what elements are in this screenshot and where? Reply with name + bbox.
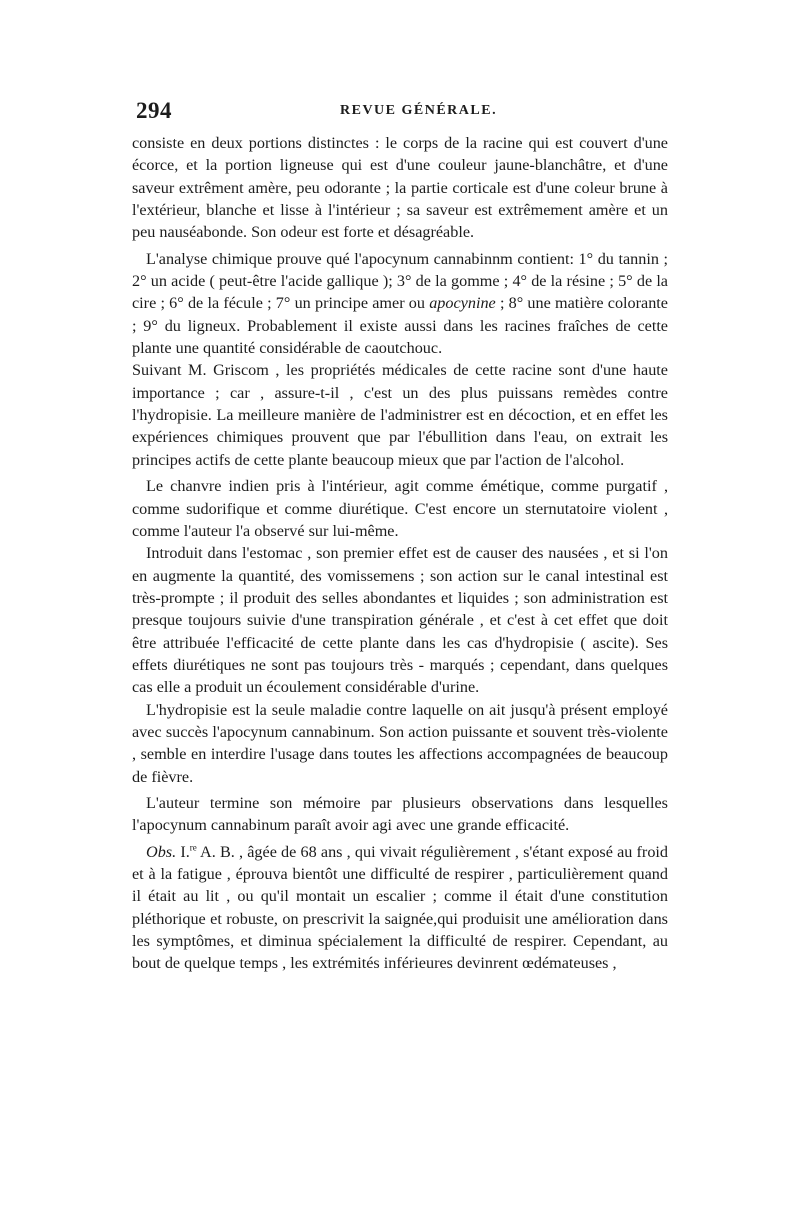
paragraph-root-description: consiste en deux portions distinctes : le corps de la racine qui est couvert d'une écorce, et la portion ligneuse qui est d'une couleur jaune-blanchâtre, et d'une saveur extrêment amère, peu odorante ; la partie corticale est d'une coleur brune à l'extérieur, blanche et lisse à l'intérieur ; sa saveur est extrêmement amère et un peu nauséabonde. Son odeur est forte et désagréable. (132, 134, 668, 242)
apocynine-term: apocynine (429, 294, 496, 313)
running-head (132, 98, 668, 128)
analysis-text-start: L'analyse chimique prouve qué l'apocynum cannabinnm contient: 1° du tannin ; 2° un acide ( peut-être l'acide gallique ); 3° de la gomme ; 4° de la résine ; 5° de la cire ; 6° de la fécule ; 7° un principe amer ou (132, 249, 668, 313)
paragraph-chemical-analysis (132, 248, 668, 360)
running-title: REVUE GÉNÉRALE. (340, 103, 498, 118)
journal-page (132, 98, 668, 975)
observation-text: A. B. , âgée de 68 ans , qui vivait régulièrement , s'étant exposé au froid et à la fatigue , éprouva bientôt une difficulté de respirer , particulièrement quand il était au lit , ou qu'il montait un escalier ; comme il était d'une constitution pléthorique et robuste, on prescrivit la saignée,qui produisit une amélioration dans les symptômes, et diminua spécialement la difficulté de respirer. Cependant, au bout de quelque temps , les extrémités inférieures devinrent œdémateuses , (132, 842, 669, 973)
paragraph-effects: Introduit dans l'estomac , son premier effet est de causer des nausées , et si l'on en augmente la quantité, des vomissemens ; son action sur le canal intestinal est très-prompte ; il produit des selles abondantes et liquides ; son administration est presque toujours suivie d'une transpiration générale , et c'est à cet effet que doit être attribuée l'efficacité de cette plante dans les cas d'hydropisie ( ascite). Ses effets diurétiques ne sont pas toujours très - marqués ; cependant, dans quelques cas elle a produit un écoulement considérable d'urine. (132, 544, 668, 697)
paragraph-indian-hemp: Le chanvre indien pris à l'intérieur, agit comme émétique, comme purgatif , comme sudorifique et comme diurétique. C'est encore un sternutatoire violent , comme l'auteur l'a observé sur lui-même. (132, 477, 668, 540)
analysis-text-end: ; 8° une matière colorante ; 9° du ligneux. Probablement il existe aussi dans les racines fraîches de cette plante une quantité considérable de caoutchouc. (132, 294, 668, 358)
page-number: 294 (136, 98, 172, 123)
paragraph-observation-1 (132, 841, 668, 975)
paragraph-author-conclusion: L'auteur termine son mémoire par plusieurs observations dans lesquelles l'apocynum cannabinum paraît avoir agi avec une grande efficacité. (132, 793, 668, 835)
paragraph-dropsy: L'hydropisie est la seule maladie contre laquelle on ait jusqu'à présent employé avec succès l'apocynum cannabinum. Son action puissante et souvent très-violente , semble en interdire l'usage dans toutes les affections accompagnées de beaucoup de fièvre. (132, 700, 668, 786)
obs-label: Obs. (146, 842, 177, 861)
obs-superscript: re (189, 842, 197, 853)
paragraph-griscom-properties: Suivant M. Griscom , les propriétés médicales de cette racine sont d'une haute importance ; car , assure-t-il , c'est un des plus puissans remèdes contre l'hydropisie. La meilleure manière de l'administrer est en décoction, et en effet les expériences chimiques prouvent que par l'ébullition dans l'eau, on extrait les principes actifs de cette plante beaucoup mieux que par l'action de l'alcohol. (132, 361, 668, 469)
obs-number: I. (180, 842, 190, 861)
